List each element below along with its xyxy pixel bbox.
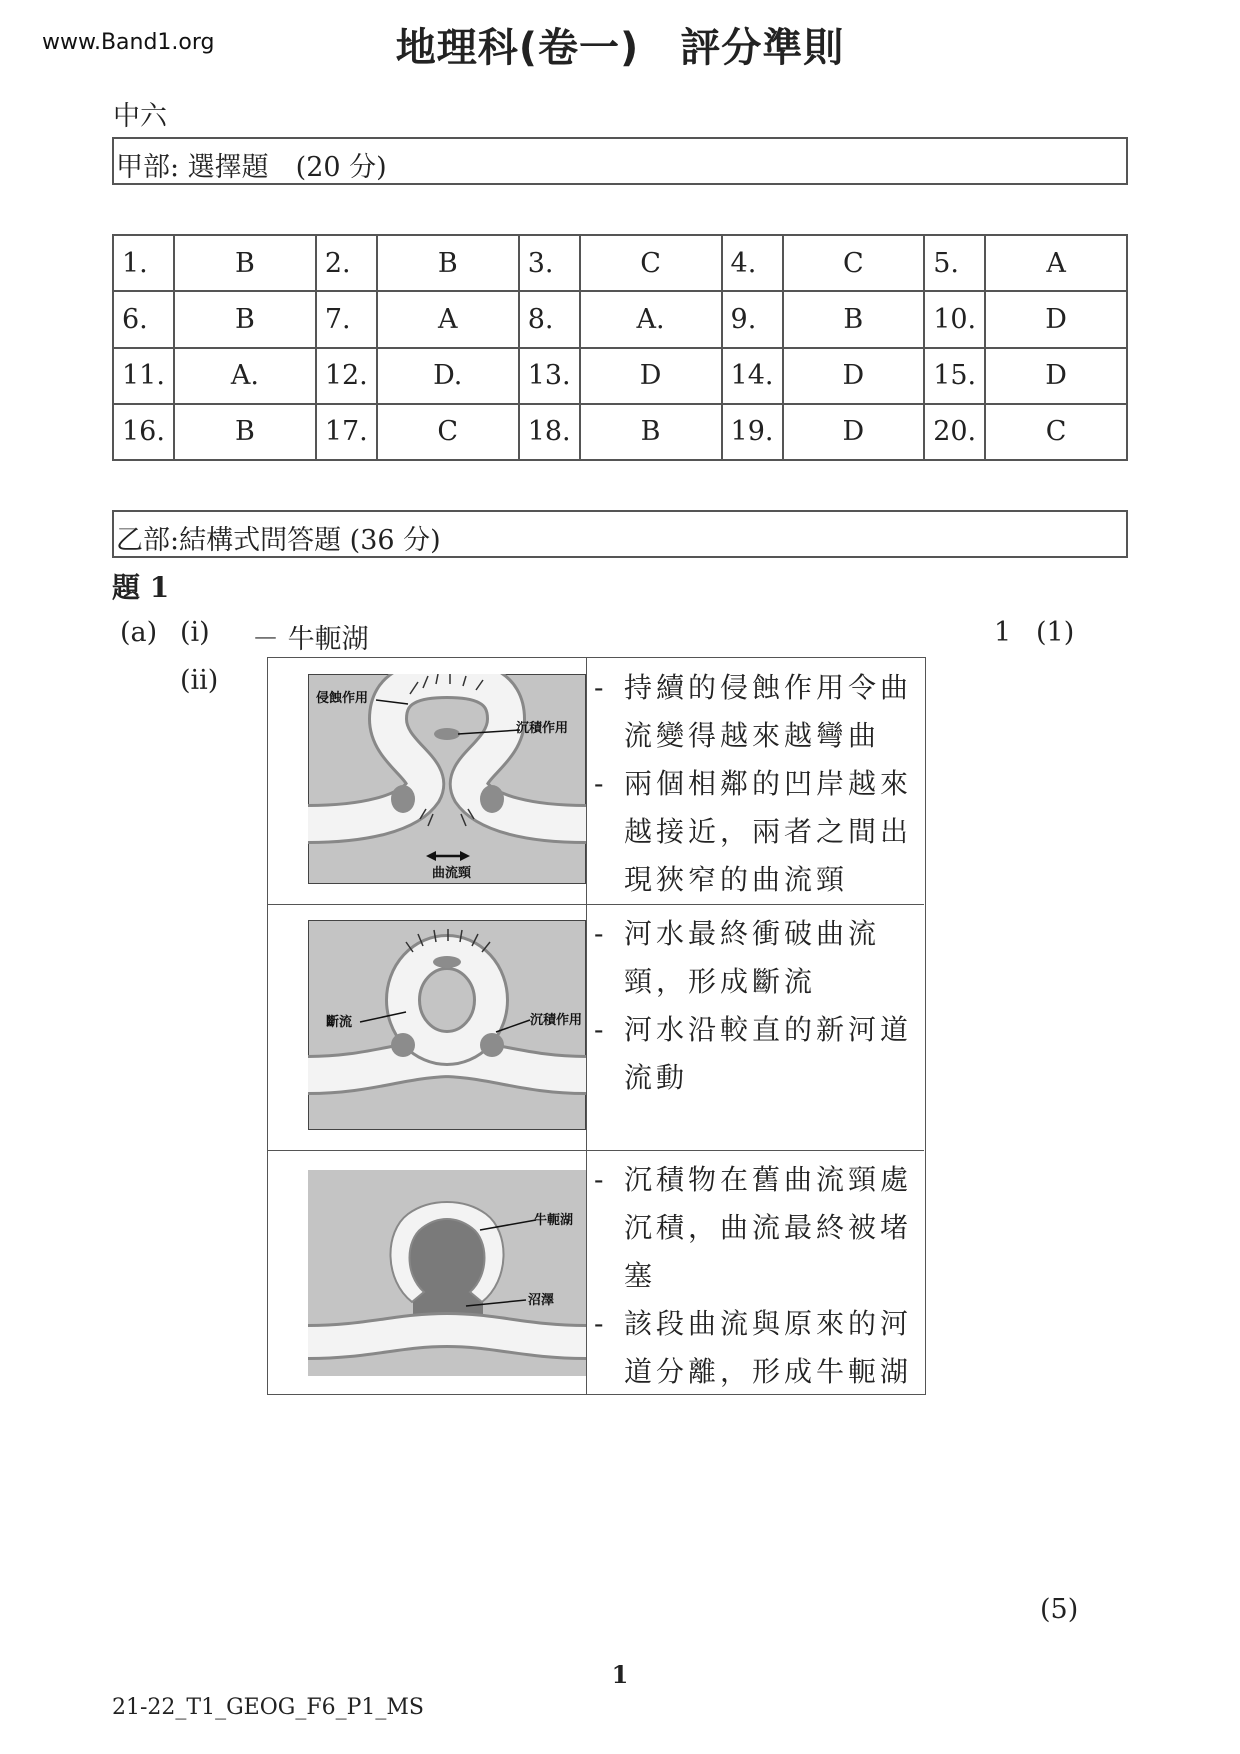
section-b-header	[112, 510, 1128, 558]
list-item: - 沉積物在舊曲流頸處沉積，曲流最終被堵塞	[594, 1156, 918, 1300]
answer-cell: D	[985, 291, 1127, 347]
question-number: 12.	[316, 348, 377, 404]
question-number: 1.	[113, 235, 174, 291]
list-item: - 河水沿較直的新河道流動	[594, 1006, 918, 1102]
question-number: 7.	[316, 291, 377, 347]
question-number: 18.	[519, 404, 580, 460]
diagram-label: 牛軛湖	[534, 1213, 574, 1228]
answer-cell: B	[174, 404, 316, 460]
answer-cell: A.	[580, 291, 722, 347]
explanation-list	[594, 910, 918, 1102]
question-number: 17.	[316, 404, 377, 460]
answer-cell: D	[985, 348, 1127, 404]
answer-cell: D	[783, 404, 925, 460]
diagram-row-1	[268, 658, 924, 905]
oxbow-lake-formed-diagram	[308, 1170, 586, 1376]
explanation-list	[594, 1156, 918, 1396]
answer-cell: D	[783, 348, 925, 404]
question-number: 2.	[316, 235, 377, 291]
part-a-label: (a)	[120, 617, 158, 648]
answer-cell: B	[580, 404, 722, 460]
table-row	[113, 404, 1127, 460]
explanation-text: 河水最終衝破曲流頸，形成斷流	[624, 917, 881, 998]
question-number: 20.	[924, 404, 985, 460]
answer-i: － 牛軛湖	[252, 624, 369, 655]
question-number: 6.	[113, 291, 174, 347]
answer-cell: C	[985, 404, 1127, 460]
section-a-header	[112, 137, 1128, 185]
explanation-text: 兩個相鄰的凹岸越來越接近，兩者之間出現狹窄的曲流頸	[624, 767, 913, 896]
question-number: 4.	[722, 235, 783, 291]
explanation-text: 沉積物在舊曲流頸處沉積，曲流最終被堵塞	[624, 1163, 913, 1292]
question-number: 10.	[924, 291, 985, 347]
mc-answer-table	[112, 234, 1128, 461]
oxbow-lake-diagram-table	[267, 657, 926, 1395]
question-number: 3.	[519, 235, 580, 291]
explanation-text: 持續的侵蝕作用令曲流變得越來越彎曲	[624, 671, 913, 752]
list-item: - 河水最終衝破曲流頸，形成斷流	[594, 910, 918, 1006]
list-item: - 該段曲流與原來的河道分離，形成牛軛湖	[594, 1300, 918, 1396]
answer-cell: A	[985, 235, 1127, 291]
document-code: 21-22_T1_GEOG_F6_P1_MS	[112, 1695, 424, 1720]
diagram-label: 沉積作用	[530, 1013, 583, 1028]
question-number: 13.	[519, 348, 580, 404]
site-watermark: www.Band1.org	[42, 30, 215, 55]
question-number: 15.	[924, 348, 985, 404]
answer-cell: D.	[377, 348, 519, 404]
table-row	[113, 348, 1127, 404]
answer-cell: B	[783, 291, 925, 347]
list-item: - 持續的侵蝕作用令曲流變得越來越彎曲	[594, 664, 918, 760]
diagram-label: 曲流頸	[432, 866, 472, 881]
section-a-label: 甲部: 選擇題 (20 分)	[116, 152, 387, 183]
answer-cell: D	[580, 348, 722, 404]
marks-i: 1	[994, 617, 1012, 648]
answer-cell: C	[783, 235, 925, 291]
grade-label: 中六	[113, 101, 167, 132]
section-b-label: 乙部:結構式問答題 (36 分)	[116, 525, 441, 556]
question-title: 題 1	[112, 571, 170, 604]
question-number: 11.	[113, 348, 174, 404]
part-ii-label: (ii)	[180, 665, 219, 696]
meander-neck-diagram	[308, 674, 586, 884]
marks-ii-total: (5)	[1040, 1594, 1079, 1625]
part-i-label: (i)	[180, 617, 210, 648]
question-number: 14.	[722, 348, 783, 404]
question-number: 8.	[519, 291, 580, 347]
list-item: - 兩個相鄰的凹岸越來越接近，兩者之間出現狹窄的曲流頸	[594, 760, 918, 904]
diagram-row-2	[268, 904, 924, 1151]
page-title: 地理科(卷一) 評分準則	[395, 25, 845, 71]
question-number: 5.	[924, 235, 985, 291]
cutoff-diagram	[308, 920, 586, 1130]
page-number: 1	[611, 1660, 629, 1689]
answer-cell: B	[174, 235, 316, 291]
table-row	[113, 291, 1127, 347]
marks-i-total: (1)	[1036, 617, 1075, 648]
diagram-label: 侵蝕作用	[316, 691, 369, 706]
explanation-text: 該段曲流與原來的河道分離，形成牛軛湖	[624, 1307, 913, 1388]
diagram-row-3	[268, 1150, 924, 1394]
answer-cell: C	[377, 404, 519, 460]
question-number: 19.	[722, 404, 783, 460]
answer-cell: A.	[174, 348, 316, 404]
diagram-label: 沼澤	[528, 1293, 555, 1308]
explanation-text: 河水沿較直的新河道流動	[624, 1013, 913, 1094]
diagram-label: 沉積作用	[516, 721, 569, 736]
answer-cell: B	[377, 235, 519, 291]
question-number: 16.	[113, 404, 174, 460]
table-row	[113, 235, 1127, 291]
answer-cell: A	[377, 291, 519, 347]
diagram-label: 斷流	[326, 1015, 353, 1030]
answer-cell: C	[580, 235, 722, 291]
question-number: 9.	[722, 291, 783, 347]
explanation-list	[594, 664, 918, 904]
answer-cell: B	[174, 291, 316, 347]
